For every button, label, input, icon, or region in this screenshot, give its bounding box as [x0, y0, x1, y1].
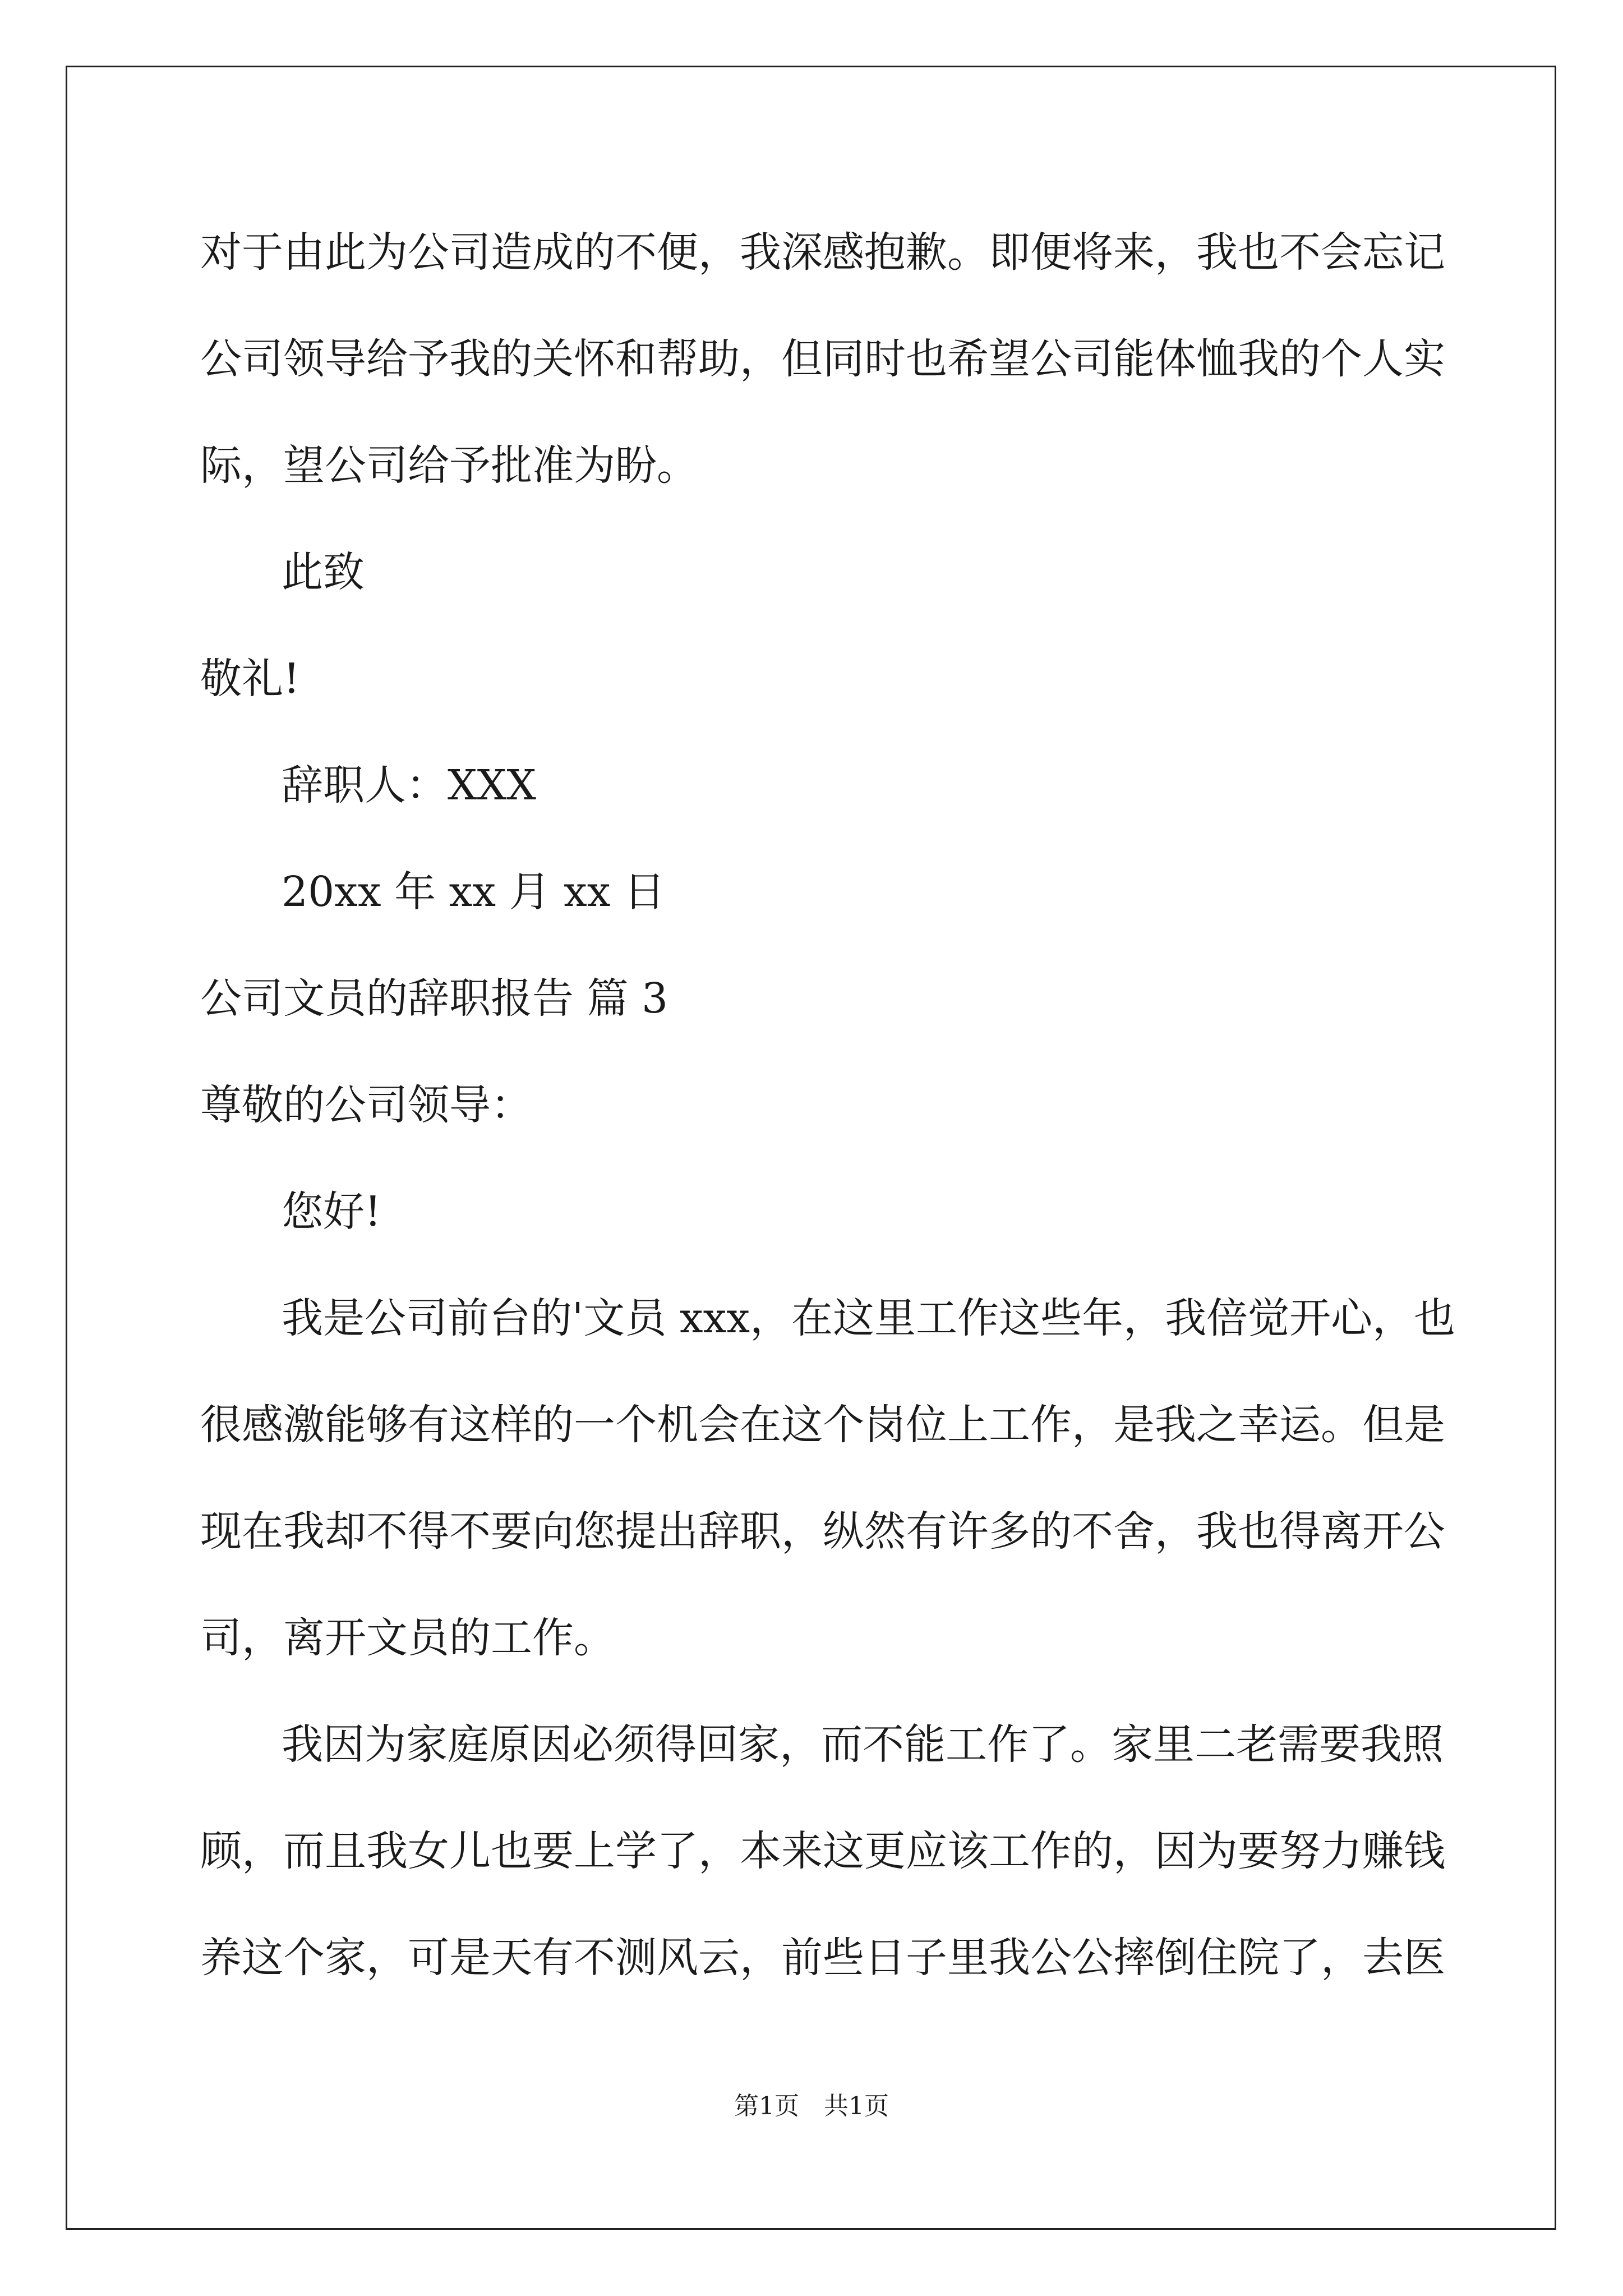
text-line: 司，离开文员的工作。: [200, 1614, 615, 1662]
text-line: 养这个家，可是天有不测风云，前些日子里我公公摔倒住院了，去医: [200, 1934, 1445, 1982]
greeting: 您好!: [282, 1188, 381, 1236]
closing-regards: 敬礼!: [200, 655, 300, 703]
signature-name: 辞职人：XXX: [282, 761, 537, 809]
text-line: 际，望公司给予批准为盼。: [200, 441, 698, 490]
text-line: 顾，而且我女儿也要上学了，本来这更应该工作的，因为要努力赚钱: [200, 1827, 1445, 1875]
section-heading: 公司文员的辞职报告 篇 3: [200, 974, 668, 1023]
signature-date: 20xx 年 xx 月 xx 日: [282, 868, 666, 916]
text-line: 我因为家庭原因必须得回家，而不能工作了。家里二老需要我照: [282, 1720, 1444, 1769]
text-line: 对于由此为公司造成的不便，我深感抱歉。即便将来，我也不会忘记: [200, 228, 1445, 277]
text-line: 很感激能够有这样的一个机会在这个岗位上工作，是我之幸运。但是: [200, 1401, 1445, 1449]
closing-salutation: 此致: [282, 548, 365, 596]
page-number-footer: 第1页 共1页: [734, 2092, 889, 2120]
text-line: 现在我却不得不要向您提出辞职，纵然有许多的不舍，我也得离开公: [200, 1507, 1445, 1556]
addressee: 尊敬的公司领导：: [200, 1081, 532, 1129]
text-line: 公司领导给予我的关怀和帮助，但同时也希望公司能体恤我的个人实: [200, 335, 1445, 383]
text-line: 我是公司前台的'文员 xxx，在这里工作这些年，我倍觉开心，也: [282, 1294, 1456, 1342]
